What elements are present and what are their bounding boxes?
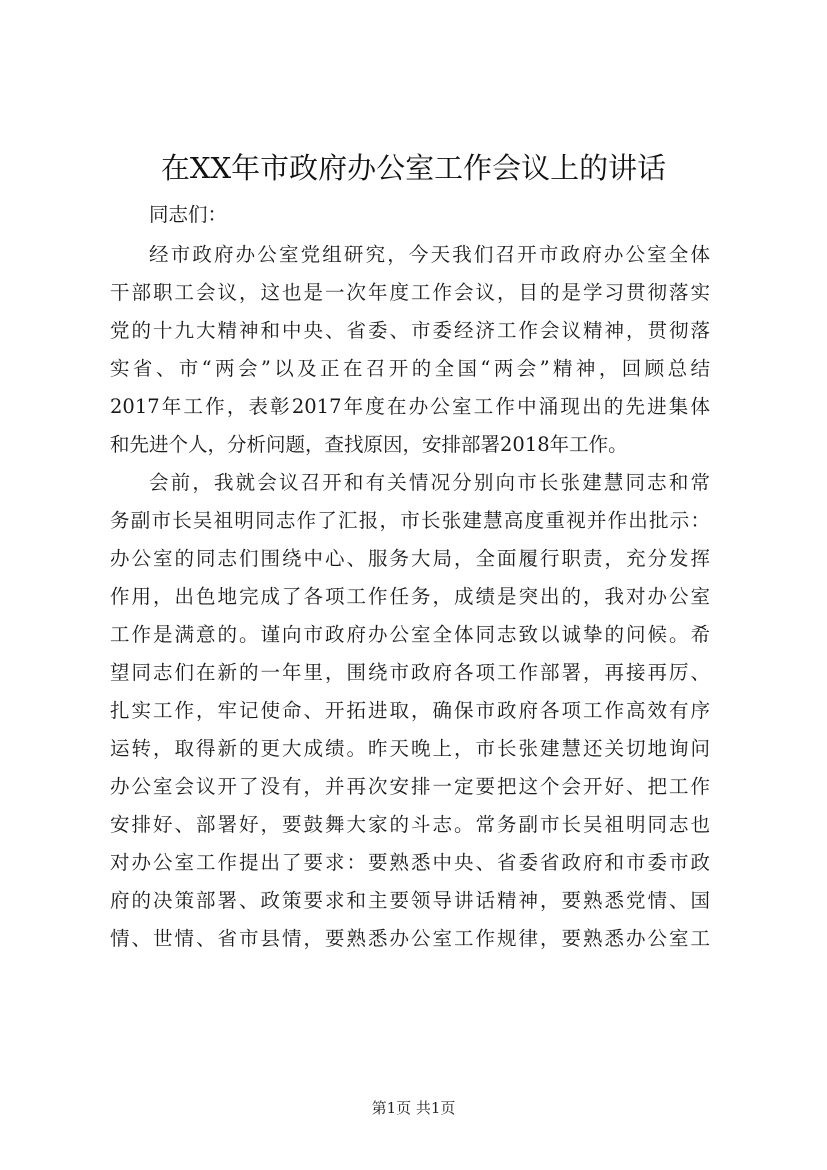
body-line: 务副市长吴祖明同志作了汇报，市长张建慧高度重视并作出批示： — [110, 509, 710, 532]
body-line: 望同志们在新的一年里，围绕市政府各项工作部署，再接再厉、 — [110, 661, 710, 684]
body-line: 运转，取得新的更大成绩。昨天晚上，市长张建慧还关切地询问 — [110, 737, 710, 760]
body-line: 情、世情、省市县情，要熟悉办公室工作规律，要熟悉办公室工 — [110, 927, 710, 950]
body-line: 工作是满意的。谨向市政府办公室全体同志致以诚挚的问候。希 — [110, 623, 710, 646]
page-footer: 第1页 共1页 — [371, 1099, 456, 1117]
body-line: 办公室的同志们围绕中心、服务大局，全面履行职责，充分发挥 — [110, 547, 710, 570]
greeting-line: 同志们： — [149, 203, 228, 226]
body-line: 作用，出色地完成了各项工作任务，成绩是突出的，我对办公室 — [110, 585, 710, 608]
body-line: 干部职工会议，这也是一次年度工作会议，目的是学习贯彻落实 — [110, 281, 710, 304]
body-line: 对办公室工作提出了要求：要熟悉中央、省委省政府和市委市政 — [110, 851, 710, 874]
body-line: 会前，我就会议召开和有关情况分别向市长张建慧同志和常 — [149, 471, 710, 494]
body-line: 2017年工作，表彰2017年度在办公室工作中涌现出的先进集体 — [110, 395, 710, 418]
document-title: 在XX年市政府办公室工作会议上的讲话 — [160, 151, 667, 185]
body-line: 和先进个人，分析问题，查找原因，安排部署2018年工作。 — [110, 433, 628, 456]
body-line: 办公室会议开了没有，并再次安排一定要把这个会开好、把工作 — [110, 775, 710, 798]
body-line: 府的决策部署、政策要求和主要领导讲话精神，要熟悉党情、国 — [110, 889, 710, 912]
body-line: 经市政府办公室党组研究，今天我们召开市政府办公室全体 — [149, 243, 710, 266]
body-line: 党的十九大精神和中央、省委、市委经济工作会议精神，贯彻落 — [110, 319, 710, 342]
body-line: 安排好、部署好，要鼓舞大家的斗志。常务副市长吴祖明同志也 — [110, 813, 710, 836]
body-line: 扎实工作，牢记使命、开拓进取，确保市政府各项工作高效有序 — [110, 699, 710, 722]
body-line: 实省、市“两会”以及正在召开的全国“两会”精神，回顾总结 — [110, 357, 710, 380]
